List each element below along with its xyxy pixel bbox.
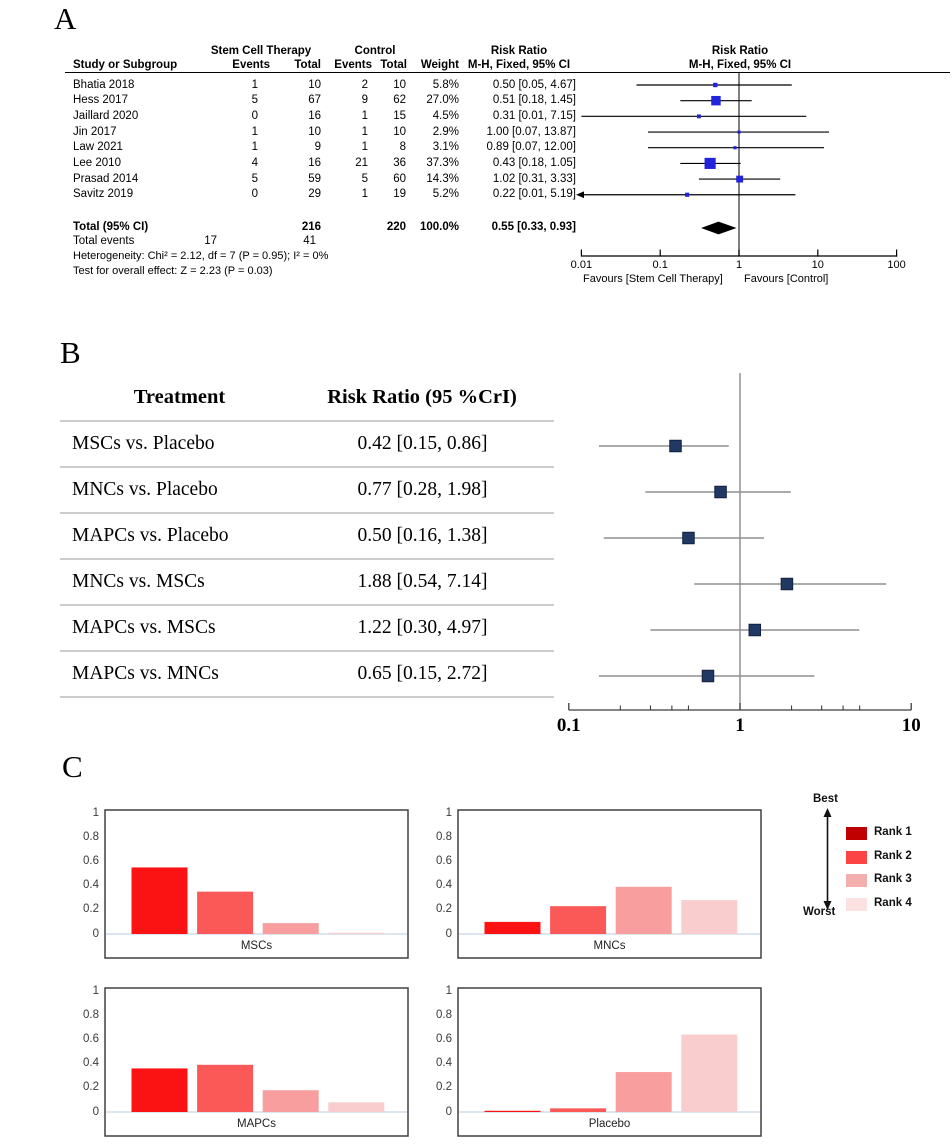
x-axis-tick-label: 0.1 — [556, 715, 581, 736]
rank-bar — [550, 906, 606, 934]
study-total-control: 62 — [393, 94, 406, 107]
legend-worst-label: Worst — [803, 906, 836, 918]
panel-a-label: A — [54, 1, 77, 36]
favours-left-label: Favours [Stem Cell Therapy] — [583, 273, 723, 285]
column-header-mh-fixed: M-H, Fixed, 95% CI — [467, 58, 571, 71]
y-axis-tick-label: 1 — [92, 806, 99, 819]
study-total-treatment: 67 — [308, 94, 321, 107]
study-name: Prasad 2014 — [73, 172, 139, 185]
rank-bar — [681, 1035, 737, 1112]
y-axis-tick-label: 0 — [92, 1105, 99, 1118]
summary-diamond — [701, 222, 736, 235]
legend-swatch — [846, 898, 867, 911]
panel-c-label: C — [62, 749, 83, 784]
rank-bar — [485, 1111, 541, 1112]
rank-bar — [485, 922, 541, 934]
y-axis-tick-label: 0.2 — [436, 903, 452, 916]
effect-square-b — [749, 624, 761, 636]
category-axis-label: Placebo — [588, 1118, 631, 1130]
group-header-control: Control — [354, 45, 396, 57]
column-header-total-control: Total — [380, 58, 407, 71]
study-total-control: 60 — [393, 172, 406, 185]
legend-item-label: Rank 3 — [874, 873, 912, 886]
category-axis-label: MAPCs — [237, 1118, 276, 1130]
study-events-control: 9 — [361, 94, 368, 107]
legend-item-label: Rank 2 — [874, 849, 912, 862]
column-header-events-treatment: Events — [232, 58, 270, 71]
y-axis-tick-label: 0 — [445, 1105, 452, 1118]
study-events-treatment: 1 — [251, 78, 258, 91]
y-axis-tick-label: 0.8 — [436, 1008, 452, 1021]
study-events-treatment: 4 — [251, 156, 258, 169]
column-header-weight: Weight — [420, 58, 459, 71]
total-events-treatment: 17 — [204, 234, 217, 247]
legend-swatch — [846, 827, 867, 840]
study-total-control: 10 — [393, 78, 406, 91]
legend-swatch — [846, 851, 867, 864]
study-total-control: 10 — [393, 125, 406, 138]
y-axis-tick-label: 1 — [92, 984, 99, 997]
study-total-treatment: 10 — [308, 125, 321, 138]
y-axis-tick-label: 0 — [445, 927, 452, 940]
risk-ratio-value: 1.22 [0.30, 4.97] — [357, 617, 488, 638]
study-total-treatment: 29 — [308, 188, 321, 201]
y-axis-tick-label: 0.6 — [83, 1032, 99, 1045]
study-risk-ratio: 0.22 [0.01, 5.19] — [492, 188, 576, 201]
study-events-control: 5 — [361, 172, 368, 185]
treatment-name: MAPCs vs. MNCs — [72, 663, 219, 684]
column-header-risk-ratio: Risk Ratio — [490, 45, 548, 57]
treatment-name: MAPCs vs. Placebo — [72, 525, 229, 546]
y-axis-tick-label: 0.8 — [83, 1008, 99, 1021]
rank-bar — [616, 1072, 672, 1112]
legend-swatch — [846, 874, 867, 887]
study-name: Jin 2017 — [73, 125, 117, 138]
effect-square — [733, 146, 736, 149]
rank-bar — [681, 900, 737, 934]
study-events-treatment: 0 — [251, 109, 258, 122]
x-axis-tick-label: 0.1 — [652, 258, 668, 271]
y-axis-tick-label: 0.2 — [436, 1081, 452, 1094]
y-axis-tick-label: 0.6 — [83, 854, 99, 867]
y-axis-tick-label: 0.2 — [83, 1081, 99, 1094]
study-events-treatment: 1 — [251, 125, 258, 138]
effect-square — [736, 176, 743, 183]
study-total-treatment: 10 — [308, 78, 321, 91]
rank-bar — [328, 1102, 384, 1112]
study-weight: 4.5% — [432, 109, 459, 122]
effect-square — [737, 130, 740, 133]
chart-frame — [458, 810, 761, 958]
x-axis-tick-label: 100 — [887, 258, 906, 271]
study-total-control: 36 — [393, 156, 406, 169]
rank-bar — [132, 867, 188, 934]
effect-square-b — [715, 486, 727, 498]
study-risk-ratio: 0.50 [0.05, 4.67] — [492, 78, 576, 91]
effect-square — [697, 114, 701, 118]
effect-square — [713, 83, 717, 87]
study-name: Bhatia 2018 — [73, 78, 135, 91]
total-risk-ratio: 0.55 [0.33, 0.93] — [491, 220, 576, 233]
rank-bar — [132, 1068, 188, 1112]
study-weight: 27.0% — [426, 94, 459, 107]
effect-square-b — [781, 578, 793, 590]
study-risk-ratio: 0.31 [0.01, 7.15] — [492, 109, 576, 122]
study-weight: 14.3% — [426, 172, 459, 185]
study-events-treatment: 1 — [251, 141, 258, 154]
y-axis-tick-label: 0 — [92, 927, 99, 940]
x-axis-tick-label: 10 — [811, 258, 824, 271]
effect-square-b — [683, 532, 695, 544]
treatment-name: MNCs vs. Placebo — [72, 479, 218, 500]
study-total-treatment: 16 — [308, 156, 321, 169]
legend-item-label: Rank 1 — [874, 826, 912, 838]
y-axis-tick-label: 0.4 — [83, 879, 99, 892]
study-events-control: 1 — [361, 188, 368, 201]
study-weight: 2.9% — [432, 125, 459, 138]
plot-header-mh-fixed: M-H, Fixed, 95% CI — [688, 58, 792, 71]
y-axis-tick-label: 0.8 — [83, 830, 99, 843]
risk-ratio-value: 0.65 [0.15, 2.72] — [357, 663, 488, 684]
y-axis-tick-label: 0.2 — [83, 903, 99, 916]
total-events-label: Total events — [73, 234, 135, 247]
y-axis-tick-label: 1 — [445, 806, 452, 819]
x-axis-tick-label: 0.01 — [570, 258, 593, 271]
study-events-control: 21 — [355, 156, 368, 169]
x-axis-tick-label: 1 — [735, 258, 743, 271]
group-header-stem-cell-therapy: Stem Cell Therapy — [210, 45, 312, 57]
study-name: Law 2021 — [73, 141, 123, 154]
study-events-control: 1 — [361, 141, 368, 154]
chart-frame — [105, 988, 408, 1136]
risk-ratio-value: 0.50 [0.16, 1.38] — [357, 525, 488, 546]
rank-bar — [263, 923, 319, 934]
treatment-name: MNCs vs. MSCs — [72, 571, 205, 592]
total-weight: 100.0% — [419, 220, 459, 233]
study-risk-ratio: 0.43 [0.18, 1.05] — [492, 156, 576, 169]
study-weight: 5.8% — [432, 78, 459, 91]
y-axis-tick-label: 1 — [445, 984, 452, 997]
effect-square — [685, 193, 689, 197]
study-events-treatment: 5 — [251, 94, 258, 107]
study-total-control: 15 — [393, 109, 406, 122]
study-risk-ratio: 0.51 [0.18, 1.45] — [492, 94, 576, 107]
y-axis-tick-label: 0.4 — [436, 879, 452, 892]
study-events-control: 2 — [361, 78, 368, 91]
panel-b-label: B — [60, 335, 81, 370]
y-axis-tick-label: 0.4 — [83, 1057, 99, 1070]
study-name: Lee 2010 — [73, 156, 121, 169]
study-risk-ratio: 1.02 [0.31, 3.33] — [492, 172, 576, 185]
risk-ratio-column-header: Risk Ratio (95 %CrI) — [327, 386, 517, 408]
heterogeneity-text: Heterogeneity: Chi² = 2.12, df = 7 (P = 0.95); I² = 0% — [73, 249, 329, 262]
risk-ratio-value: 0.77 [0.28, 1.98] — [357, 479, 488, 500]
column-header-events-control: Events — [334, 58, 372, 71]
x-axis-tick-label: 10 — [901, 715, 921, 736]
study-risk-ratio: 0.89 [0.07, 12.00] — [486, 141, 576, 154]
study-events-control: 1 — [361, 125, 368, 138]
study-events-treatment: 5 — [251, 172, 258, 185]
total-treatment-n: 216 — [301, 220, 321, 233]
ci-arrow-left — [576, 191, 584, 198]
category-axis-label: MNCs — [593, 940, 626, 952]
study-total-control: 8 — [399, 141, 406, 154]
category-axis-label: MSCs — [240, 940, 273, 952]
y-axis-tick-label: 0.4 — [436, 1057, 452, 1070]
effect-square — [711, 96, 720, 105]
rank-bar — [197, 892, 253, 934]
plot-header-risk-ratio: Risk Ratio — [711, 45, 769, 57]
effect-square-b — [670, 440, 682, 452]
study-weight: 5.2% — [432, 188, 459, 201]
effect-square — [705, 158, 716, 169]
study-total-treatment: 59 — [308, 172, 321, 185]
study-total-treatment: 9 — [314, 141, 321, 154]
study-total-treatment: 16 — [308, 109, 321, 122]
y-axis-tick-label: 0.8 — [436, 830, 452, 843]
y-axis-tick-label: 0.6 — [436, 1032, 452, 1045]
study-weight: 3.1% — [432, 141, 459, 154]
study-risk-ratio: 1.00 [0.07, 13.87] — [486, 125, 576, 138]
total-row-label: Total (95% CI) — [73, 220, 149, 233]
rank-bar — [550, 1108, 606, 1112]
column-header-total-treatment: Total — [294, 58, 321, 71]
study-events-treatment: 0 — [251, 188, 258, 201]
legend-item-label: Rank 4 — [874, 897, 912, 910]
legend-best-label: Best — [813, 793, 838, 805]
favours-right-label: Favours [Control] — [744, 273, 829, 285]
risk-ratio-value: 1.88 [0.54, 7.14] — [357, 571, 488, 592]
rank-bar — [616, 887, 672, 934]
study-total-control: 19 — [393, 188, 406, 201]
risk-ratio-value: 0.42 [0.15, 0.86] — [357, 433, 488, 454]
treatment-name: MSCs vs. Placebo — [72, 433, 215, 454]
total-events-control: 41 — [303, 234, 316, 247]
treatment-column-header: Treatment — [133, 386, 226, 408]
study-events-control: 1 — [361, 109, 368, 122]
rank-bar — [263, 1090, 319, 1112]
arrow-up-head — [824, 808, 832, 817]
study-weight: 37.3% — [426, 156, 459, 169]
rank-bar — [328, 933, 384, 934]
x-axis-tick-label: 1 — [735, 715, 745, 736]
y-axis-tick-label: 0.6 — [436, 854, 452, 867]
study-name: Savitz 2019 — [73, 188, 134, 201]
total-control-n: 220 — [386, 220, 406, 233]
effect-square-b — [702, 670, 714, 682]
overall-effect-text: Test for overall effect: Z = 2.23 (P = 0.03) — [73, 264, 273, 277]
study-name: Jaillard 2020 — [73, 109, 139, 122]
header-underline — [65, 72, 950, 73]
study-name: Hess 2017 — [73, 94, 128, 107]
rank-bar — [197, 1065, 253, 1112]
treatment-name: MAPCs vs. MSCs — [72, 617, 216, 638]
column-header-study: Study or Subgroup — [73, 58, 178, 71]
